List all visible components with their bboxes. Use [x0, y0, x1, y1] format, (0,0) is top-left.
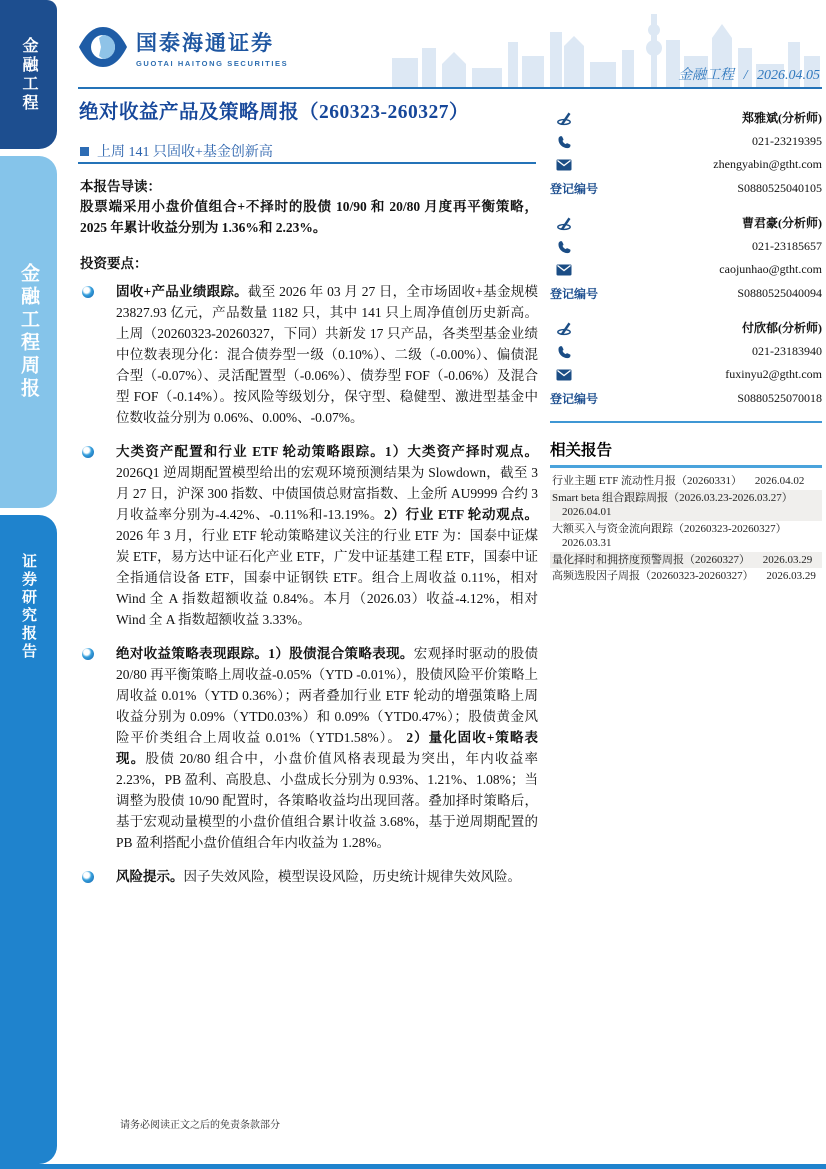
report-title: 量化择时和拥挤度预警周报（20260327） — [552, 553, 750, 566]
bullet-absolute-return-strategy — [80, 643, 538, 853]
bullet-text: 固收+产品业绩跟踪。截至 2026 年 03 月 27 日，全市场固收+基金规模 23827.93 亿元，产品数量 1182 只，其中 141 只上周净值创历史新高。上周（20260323-20260327，下同）共新发 17 只产品，各类型基金业绩中位数表现分化：混合债券型一级（0.10%）、二级（-0.00%）、偏债混合型（-0.07%）、灵活配置型（-0.06%）、债券型 FOF（-0.06%）及混合型 FOF（-0.14%）。按风险等级划分，保守型、稳健型、激进型基金中位数收益分别为 0.06%、0.00%、-0.07%。 — [116, 284, 538, 425]
related-report-item — [550, 552, 822, 569]
square-bullet-icon — [80, 147, 89, 156]
analyst-name: 郑雅斌(分析师) — [742, 111, 822, 126]
related-report-item — [550, 473, 822, 490]
analyst-reg-row — [550, 387, 822, 411]
registration-label: 登记编号 — [550, 286, 599, 301]
report-subtitle — [80, 141, 273, 161]
intro-text: 股票端采用小盘价值组合+不择时的股债 10/90 和 20/80 月度再平衡策略，2025 年累计收益分别为 1.36%和 2.23%。 — [80, 199, 538, 235]
sidebar-segment-research — [0, 515, 57, 1164]
pen-signature-icon — [550, 214, 576, 231]
analyst-phone: 021-23183940 — [752, 343, 822, 358]
bullet-fixed-income-tracking — [80, 281, 538, 428]
bullet-text: 大类资产配置和行业 ETF 轮动策略跟踪。1）大类资产择时观点。2026Q1 逆周期配置模型给出的宏观环境预测结果为 Slowdown，截至 3 月 27 日，沪深 300 指数、中债国债总财富指数、上金所 AU9999 合约 3 月收益率分别为-4.42%、-0.11%和-13.19%。2）行业 ETF 轮动观点。2026 年 3 月，行业 ETF 轮动策略建议关注的行业 ETF 为：国泰中证煤炭 ETF，易方达中证石化产业 ETF，广发中证基建工程 ETF，国泰中证全指通信设备 ETF，国泰中证钢铁 ETF。组合上周收益 0.11%，相对 Wind 全 A 指数超额收益 0.84%。本月（2026.03）收益-4.12%，相对 Wind 全 A 指数超额收益 3.33%。 — [116, 444, 538, 627]
bullet-text: 绝对收益策略表现跟踪。1）股债混合策略表现。宏观择时驱动的股债 20/80 再平衡策略上周收益-0.05%（YTD -0.01%），股债风险平价策略上周收益 0.01%（YTD 0.36%）；两者叠加行业 ETF 轮动的增强策略上周收益分别为 0.09%（YTD0.03%）和 0.09%（YTD0.47%）；股债黄金风险平价类组合上周收益 0.01%（YTD1.58%）。 2）量化固收+策略表现。股债 20/80 组合中，小盘价值风格表现最为突出，年内收益率 2.23%，PB 盈利、高股息、小盘成长分别为 0.93%、1.21%、1.08%；当调整为股债 10/90 配置时，各策略收益均出现回落。叠加择时策略后，基于宏观动量模型的小盘价值组合累计收益 3.68%，基于逆周期配置的 PB 盈利搭配小盘价值组合年内收益为 1.28%。 — [116, 646, 539, 850]
analyst-name: 付欣郁(分析师) — [742, 321, 822, 336]
registration-label: 登记编号 — [550, 181, 599, 196]
email-icon — [550, 159, 576, 171]
analyst-name: 曹君豪(分析师) — [742, 216, 822, 231]
analyst-email-row — [550, 258, 822, 282]
ring-bullet-icon — [82, 648, 94, 660]
report-date: 2026.03.29 — [766, 570, 816, 582]
analyst-phone-row — [550, 130, 822, 154]
report-title: 大额买入与资金流向跟踪（20260323-20260327） — [552, 522, 787, 535]
ring-bullet-icon — [82, 286, 94, 298]
lens-logo-icon — [79, 26, 127, 68]
phone-icon — [550, 239, 576, 254]
email-icon — [550, 369, 576, 381]
sidebar-segment-weekly — [0, 156, 57, 508]
sidebar-segment-fintech — [0, 0, 57, 149]
report-title: Smart beta 组合跟踪周报（2026.03.23-2026.03.27） — [552, 491, 793, 504]
related-report-item — [550, 568, 822, 585]
analyst-email-row — [550, 153, 822, 177]
sidebar-label: 金融工程 — [20, 36, 37, 113]
related-report-item — [550, 490, 822, 521]
analyst-phone-row — [550, 235, 822, 259]
analyst-phone-row — [550, 340, 822, 364]
sidebar-label: 证券研究报告 — [20, 553, 36, 661]
brand-name-en: GUOTAI HAITONG SECURITIES — [136, 58, 289, 68]
bullet-risk-warning — [80, 866, 538, 887]
report-category: 金融工程 — [678, 68, 735, 83]
analyst-name-row — [550, 211, 822, 235]
brand-name-cn: 国泰海通证券 — [136, 31, 274, 55]
registration-number: S0880525040094 — [737, 285, 822, 300]
analyst-email: fuxinyu2@gtht.com — [725, 367, 822, 382]
analyst-block — [550, 316, 822, 410]
analyst-email: zhengyabin@gtht.com — [713, 157, 822, 172]
header-rule — [78, 87, 822, 89]
report-date: 2026.04.05 — [757, 68, 820, 83]
report-date: 2026.03.29 — [762, 553, 813, 566]
analyst-email-row — [550, 363, 822, 387]
analyst-reg-row — [550, 282, 822, 306]
disclaimer-note: 请务必阅读正文之后的免责条款部分 — [120, 1120, 280, 1131]
header-meta — [672, 64, 820, 84]
phone-icon — [550, 134, 576, 149]
related-reports-heading: 相关报告 — [550, 438, 822, 468]
highlight-bullet-list — [80, 281, 538, 900]
bottom-accent-bar — [0, 1164, 826, 1169]
registration-label: 登记编号 — [550, 391, 599, 406]
analyst-block — [550, 211, 822, 305]
report-title: 行业主题 ETF 流动性月报（20260331） — [552, 475, 743, 487]
registration-number: S0880525040105 — [737, 180, 822, 195]
sidebar-label: 金融工程周报 — [18, 263, 39, 401]
subtitle-rule — [78, 162, 536, 164]
analyst-email: caojunhao@gtht.com — [719, 262, 822, 277]
ring-bullet-icon — [82, 871, 94, 883]
report-date: 2026.03.31 — [562, 537, 612, 549]
analyst-panel — [550, 106, 822, 585]
email-icon — [550, 264, 576, 276]
page-title: 绝对收益产品及策略周报（260323-260327） — [79, 102, 469, 123]
bullet-text: 风险提示。因子失效风险，模型误设风险，历史统计规律失效风险。 — [116, 869, 521, 884]
subtitle-text: 上周 141 只固收+基金创新高 — [97, 145, 273, 160]
analyst-block — [550, 106, 822, 200]
related-report-list — [550, 473, 822, 585]
analyst-reg-row — [550, 177, 822, 201]
registration-number: S0880525070018 — [737, 390, 822, 405]
analyst-phone: 021-23219395 — [752, 133, 822, 148]
brand-text — [136, 27, 288, 68]
related-report-item — [550, 521, 822, 552]
phone-icon — [550, 344, 576, 359]
pen-signature-icon — [550, 319, 576, 336]
report-date: 2026.04.01 — [562, 506, 612, 518]
report-title: 高频选股因子周报（20260323-20260327） — [552, 570, 754, 582]
meta-separator: / — [743, 68, 748, 83]
pen-signature-icon — [550, 109, 576, 126]
analyst-name-row — [550, 316, 822, 340]
intro-label: 本报告导读： — [80, 179, 161, 194]
bullet-asset-allocation-etf — [80, 441, 538, 630]
highlights-label: 投资要点： — [80, 256, 148, 271]
analyst-name-row — [550, 106, 822, 130]
ring-bullet-icon — [82, 446, 94, 458]
report-date: 2026.04.02 — [754, 475, 805, 487]
analyst-panel-divider — [550, 421, 822, 423]
company-logo — [79, 26, 288, 68]
analyst-phone: 021-23185657 — [752, 238, 822, 253]
